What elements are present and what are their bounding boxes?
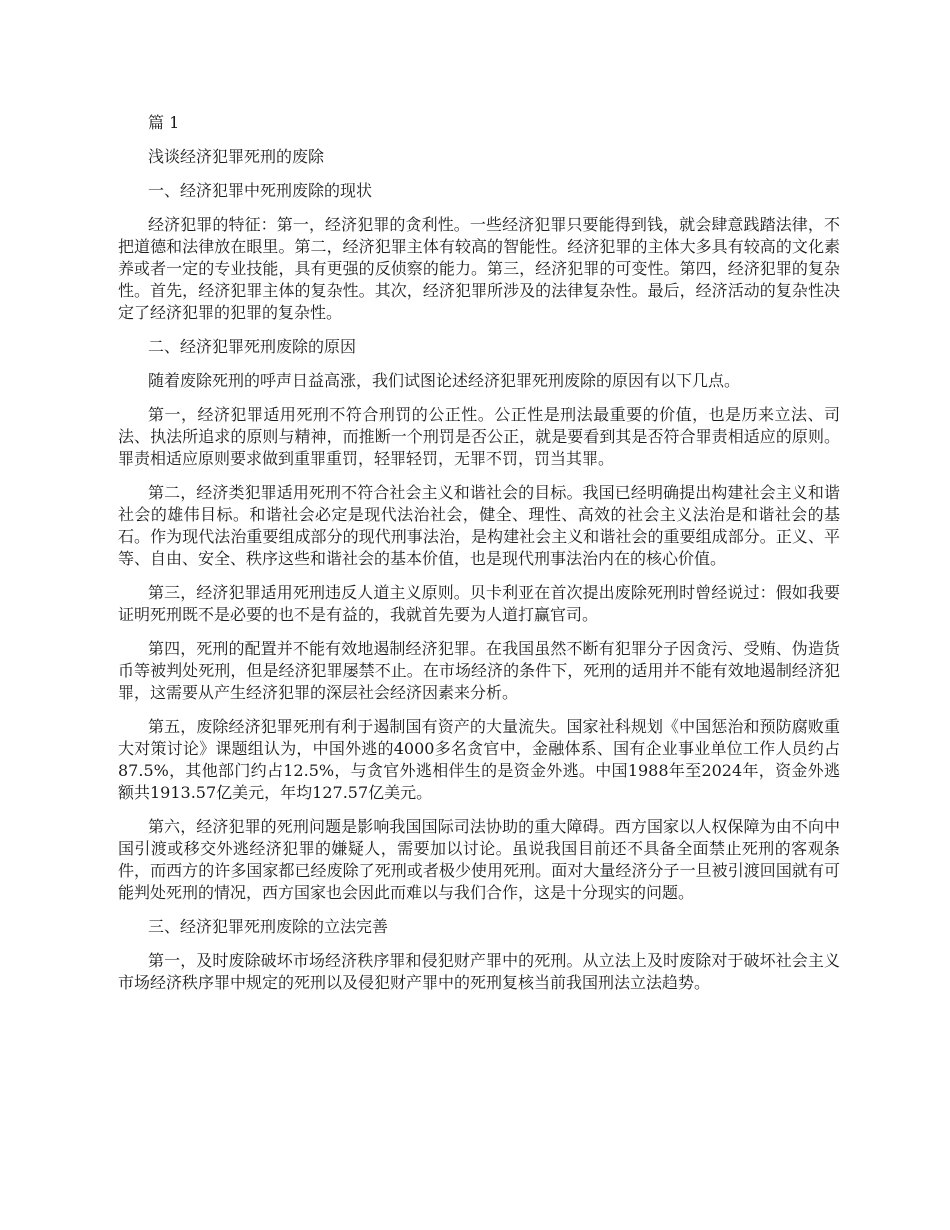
document-page (118, 112, 840, 1006)
paragraph-9: 第一，及时废除破坏市场经济秩序罪和侵犯财产罪中的死刑。从立法上及时废除对于破坏社会主义市场经济秩序罪中规定的死刑以及侵犯财产罪中的死刑复核当前我国刑法立法趋势。 (118, 951, 840, 992)
paragraph-4: 第二，经济类犯罪适用死刑不符合社会主义和谐社会的目标。我国已经明确提出构建社会主义和谐社会的雄伟目标。和谐社会必定是现代法治社会，健全、理性、高效的社会主义法治是和谐社会的基石。作为现代法治重要组成部分的现代刑事法治，是构建社会主义和谐社会的重要组成部分。正义、平等、自由、安全、秩序这些和谐社会的基本价值，也是现代刑事法治内在的核心价值。 (118, 483, 840, 568)
paragraph-7: 第五，废除经济犯罪死刑有利于遏制国有资产的大量流失。国家社科规划《中国惩治和预防腐败重大对策讨论》课题组认为，中国外逃的4000多名贪官中，金融体系、国有企业事业单位工作人员约占87.5%，其他部门约占12.5%，与贪官外逃相伴生的是资金外逃。中国1988年至2024年，资金外逃额共1913.57亿美元，年均127.57亿美元。 (118, 717, 840, 802)
paragraph-2: 随着废除死刑的呼声日益高涨，我们试图论述经济犯罪死刑废除的原因有以下几点。 (148, 371, 741, 390)
paragraph-8: 第六，经济犯罪的死刑问题是影响我国国际司法协助的重大障碍。西方国家以人权保障为由不向中国引渡或移交外逃经济犯罪的嫌疑人，需要加以讨论。虽说我国目前还不具备全面禁止死刑的客观条件，而西方的许多国家都已经废除了死刑或者极少使用死刑。面对大量经济分子一旦被引渡回国就有可能判处死刑的情况，西方国家也会因此而难以与我们合作，这是十分现实的问题。 (118, 817, 840, 902)
heading-3: 三、经济犯罪死刑废除的立法完善 (148, 917, 389, 936)
section-label: 篇 1 (148, 113, 180, 132)
heading-2: 二、经济犯罪死刑废除的原因 (148, 337, 357, 356)
paragraph-5: 第三，经济犯罪适用死刑违反人道主义原则。贝卡利亚在首次提出废除死刑时曾经说过：假如我要证明死刑既不是必要的也不是有益的，我就首先要为人道打赢官司。 (118, 583, 840, 624)
heading-1: 一、经济犯罪中死刑废除的现状 (148, 181, 373, 200)
paragraph-6: 第四，死刑的配置并不能有效地遏制经济犯罪。在我国虽然不断有犯罪分子因贪污、受贿、伪造货币等被判处死刑，但是经济犯罪屡禁不止。在市场经济的条件下，死刑的适用并不能有效地遏制经济犯罪，这需要从产生经济犯罪的深层社会经济因素来分析。 (118, 639, 840, 702)
paragraph-3: 第一，经济犯罪适用死刑不符合刑罚的公正性。公正性是刑法最重要的价值，也是历来立法、司法、执法所追求的原则与精神，而推断一个刑罚是否公正，就是要看到其是否符合罪责相适应的原则。罪责相适应原则要求做到重罪重罚，轻罪轻罚，无罪不罚，罚当其罪。 (118, 405, 840, 468)
document-title: 浅谈经济犯罪死刑的废除 (148, 147, 325, 166)
paragraph-1: 经济犯罪的特征：第一，经济犯罪的贪利性。一些经济犯罪只要能得到钱，就会肆意践踏法律，不把道德和法律放在眼里。第二，经济犯罪主体有较高的智能性。经济犯罪的主体大多具有较高的文化素养或者一定的专业技能，具有更强的反侦察的能力。第三，经济犯罪的可变性。第四，经济犯罪的复杂性。首先，经济犯罪主体的复杂性。其次，经济犯罪所涉及的法律复杂性。最后，经济活动的复杂性决定了经济犯罪的犯罪的复杂性。 (118, 215, 840, 322)
